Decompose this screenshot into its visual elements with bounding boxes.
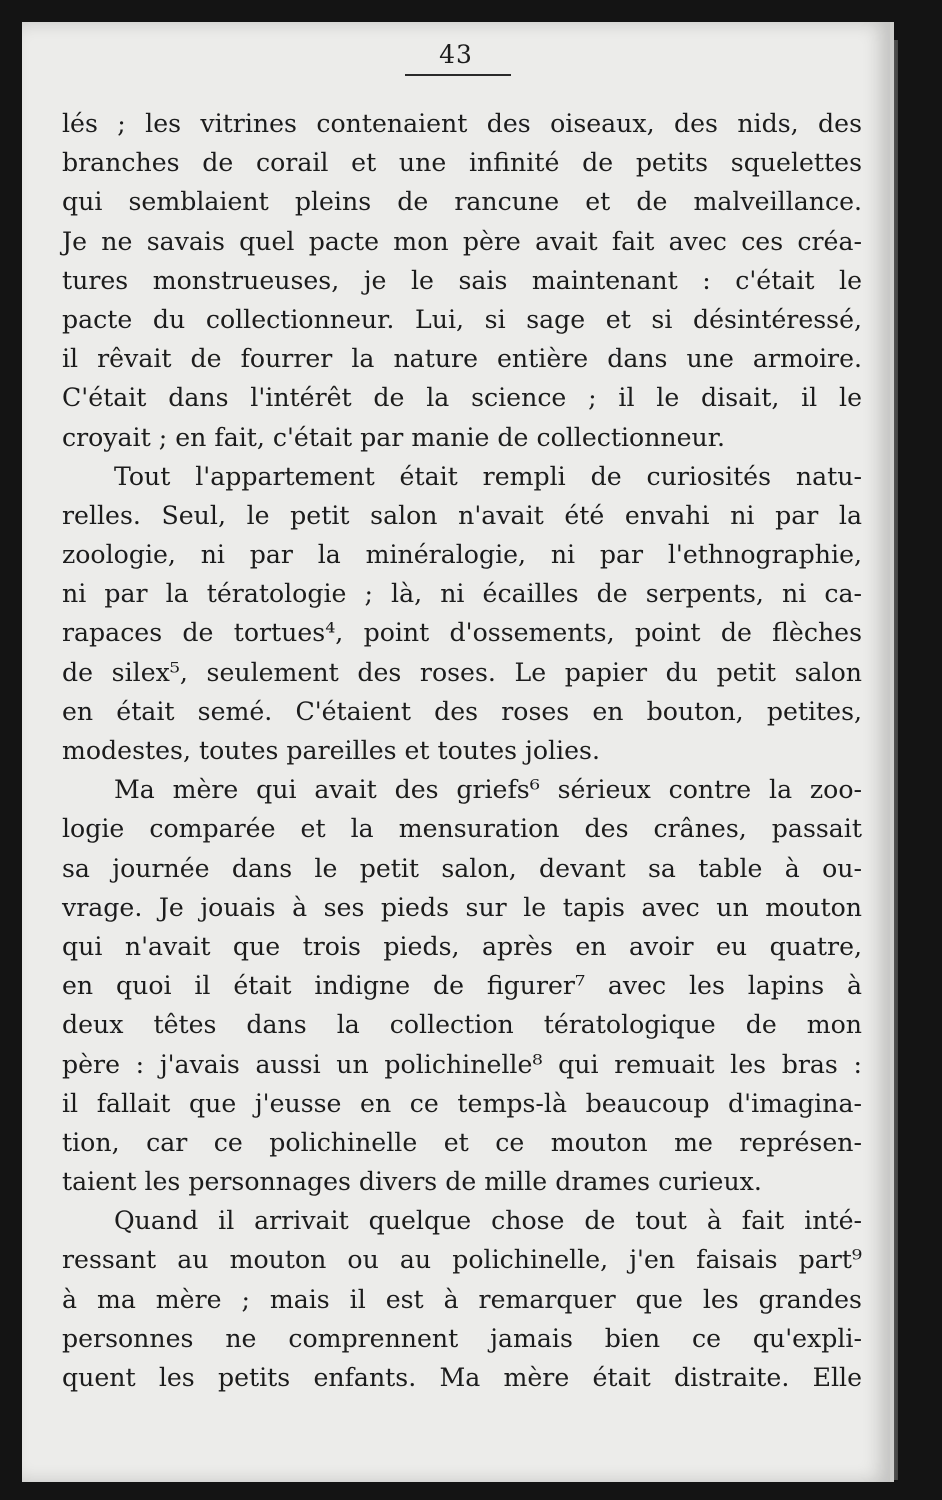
text-line: Tout l'appartement était rempli de curiosités natu-: [114, 461, 862, 491]
page-sheet: [22, 22, 894, 1482]
text-line: en quoi il était indigne de figurer⁷ avec les lapins à: [62, 971, 862, 1001]
text-line: tures monstrueuses, je le sais maintenant : c'était le: [62, 265, 862, 295]
text-line: vrage. Je jouais à ses pieds sur le tapis avec un mouton: [62, 892, 862, 922]
text-line: relles. Seul, le petit salon n'avait été envahi ni par la: [62, 500, 862, 530]
text-line: modestes, toutes pareilles et toutes jolies.: [62, 736, 600, 765]
page-number: 43: [439, 40, 473, 69]
text-line: Je ne savais quel pacte mon père avait fait avec ces créa-: [62, 226, 862, 256]
text-line: de silex⁵, seulement des roses. Le papier du petit salon: [62, 657, 862, 687]
text-line: Ma mère qui avait des griefs⁶ sérieux contre la zoo-: [114, 775, 862, 805]
text-line: à ma mère ; mais il est à remarquer que les grandes: [62, 1284, 862, 1314]
text-line: Quand il arrivait quelque chose de tout à fait inté-: [114, 1206, 862, 1236]
text-line: pacte du collectionneur. Lui, si sage et si désintéressé,: [62, 304, 862, 334]
text-line: taient les personnages divers de mille drames curieux.: [62, 1167, 762, 1197]
text-line: il rêvait de fourrer la nature entière dans une armoire.: [62, 344, 862, 374]
text-line: deux têtes dans la collection tératologique de mon: [62, 1010, 862, 1040]
text-line: il fallait que j'eusse en ce temps-là beaucoup d'imagina-: [62, 1088, 862, 1118]
text-line: qui n'avait que trois pieds, après en avoir eu quatre,: [62, 931, 862, 961]
text-line: croyait ; en fait, c'était par manie de collectionneur.: [62, 422, 726, 452]
text-line: tion, car ce polichinelle et ce mouton me représen-: [62, 1127, 862, 1157]
text-line: qui semblaient pleins de rancune et de malveillance.: [62, 187, 862, 217]
text-line: en était semé. C'étaient des roses en bouton, petites,: [62, 696, 862, 726]
text-line: zoologie, ni par la minéralogie, ni par l'ethnographie,: [62, 540, 862, 570]
header-rule: [405, 74, 511, 76]
body-text: [62, 104, 862, 1397]
text-line: ni par la tératologie ; là, ni écailles de serpents, ni ca-: [62, 579, 862, 609]
text-line: personnes ne comprennent jamais bien ce qu'expli-: [62, 1323, 862, 1353]
text-line: rapaces de tortues⁴, point d'ossements, point de flèches: [62, 618, 862, 648]
text-line: logie comparée et la mensuration des crânes, passait: [62, 814, 862, 844]
text-line: branches de corail et une infinité de petits squelettes: [62, 148, 862, 178]
text-line: père : j'avais aussi un polichinelle⁸ qui remuait les bras :: [62, 1049, 862, 1079]
text-line: lés ; les vitrines contenaient des oiseaux, des nids, des: [62, 109, 862, 138]
text-line: sa journée dans le petit salon, devant sa table à ou-: [62, 853, 862, 883]
text-line: C'était dans l'intérêt de la science ; il le disait, il le: [62, 383, 862, 413]
text-line: quent les petits enfants. Ma mère était distraite. Elle: [62, 1363, 862, 1392]
page-header: [22, 40, 890, 69]
text-line: ressant au mouton ou au polichinelle, j'en faisais part⁹: [62, 1245, 862, 1275]
